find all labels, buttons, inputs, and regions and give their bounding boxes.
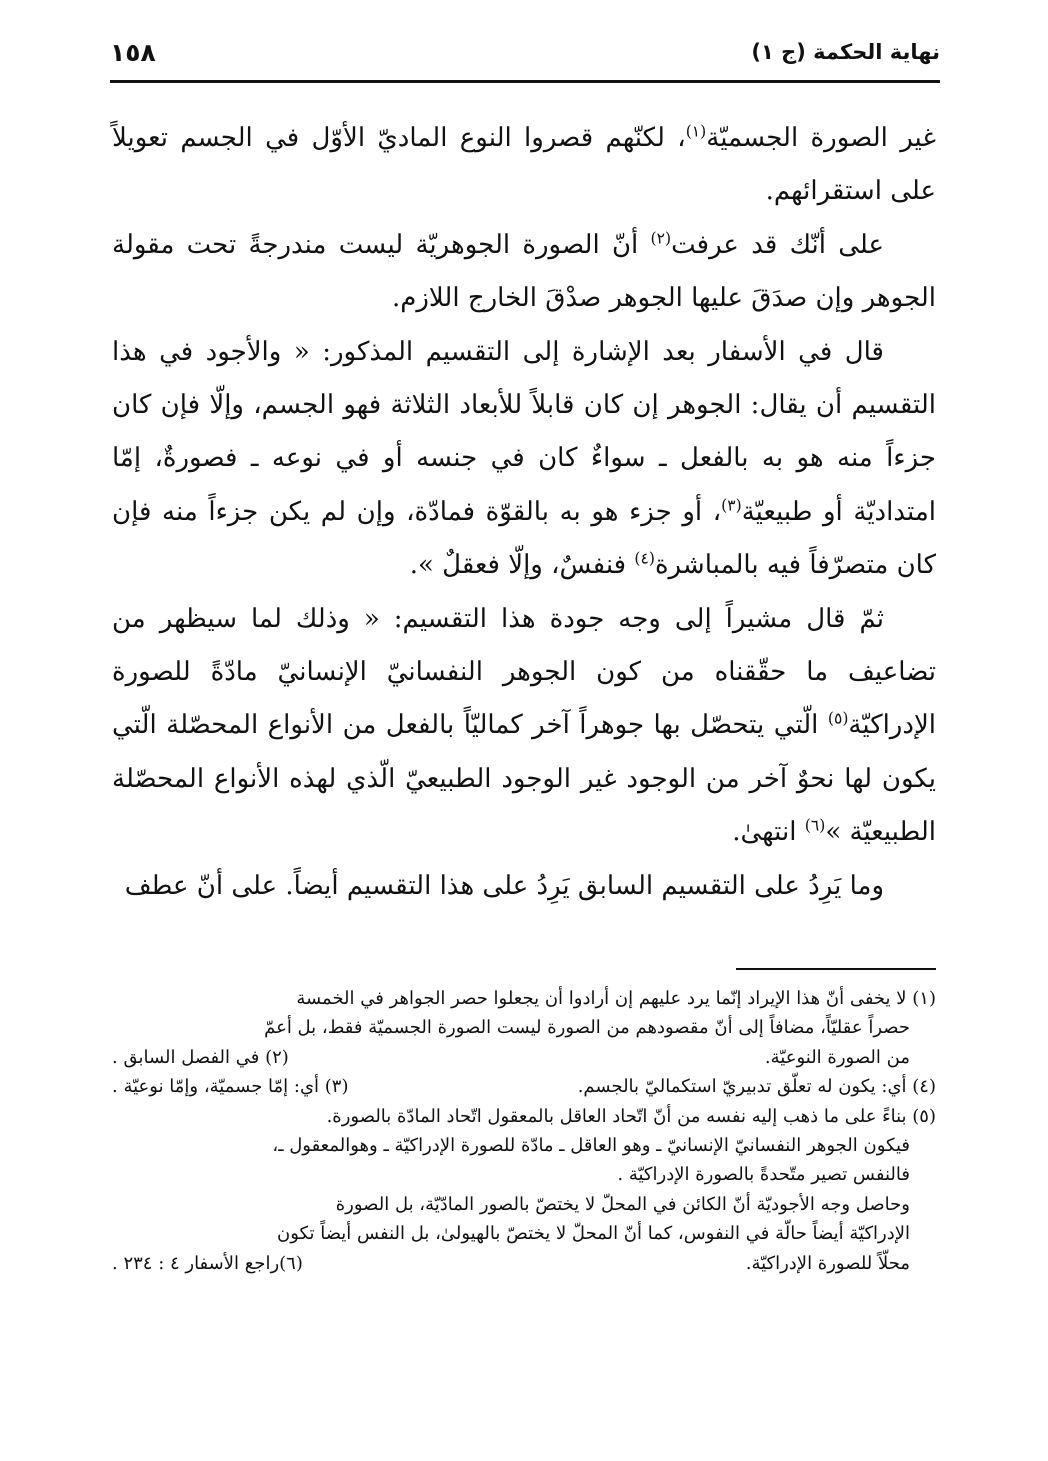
footnotes <box>112 984 936 1278</box>
text-span: غير الصورة الجسميّة <box>706 123 936 153</box>
footnote-5-line: محلّاً للصورة الإدراكيّة. <box>745 1252 910 1274</box>
footnote-ref-1[interactable]: (١) <box>685 122 707 141</box>
footnote-5-line: (٥) بناءً على ما ذهب إليه نفسه من أنّ اتّحاد العاقل بالمعقول اتّحاد المادّة بالصورة. <box>326 1105 936 1127</box>
text-span: أنّ الصورة الجوهريّة ليست مندرجةً تحت مقولة الجوهر وإن صدَقَ عليها الجوهر صدْقَ الخارج اللازم. <box>112 229 936 314</box>
footnote-row <box>112 1072 936 1101</box>
running-title: نهاية الحكمة (ج ١) <box>751 40 940 64</box>
paragraph-3 <box>112 326 936 593</box>
footnote-1-line: (١) لا يخفى أنّ هذا الإيراد إنّما يرد عليهم إن أرادوا أن يجعلوا حصر الجواهر في الخمسة <box>296 988 936 1009</box>
main-text <box>112 112 936 913</box>
page-number: ١٥٨ <box>110 38 156 67</box>
footnote-2: (٢) في الفصل السابق . <box>112 1046 289 1068</box>
footnote-separator <box>736 968 936 970</box>
footnote-row <box>112 1043 936 1072</box>
footnote-row <box>112 1249 936 1278</box>
text-span: ، أو جزء هو به بالقوّة فمادّة، وإن لم يكن جزءاً منه فإن كان متصرّفاً فيه بالمباشرة <box>112 496 936 581</box>
footnote-6: (٦)راجع الأسفار ٤ : ٢٣٤ . <box>112 1252 303 1274</box>
text-span: فنفسٌ، وإلّا فعقلٌ ». <box>409 550 635 581</box>
footnote-5-line: فيكون الجوهر النفسانيّ الإنسانيّ ـ وهو العاقل ـ مادّة للصورة الإدراكيّة ـ وهوالمعقول ـ، <box>272 1135 910 1157</box>
footnote-ref-6[interactable]: (٦) <box>804 816 826 835</box>
paragraph-4 <box>112 593 936 860</box>
paragraph-5: وما يَرِدُ على التقسيم السابق يَرِدُ على هذا التقسيم أيضاً. على أنّ عطف <box>124 870 884 901</box>
footnote-ref-5[interactable]: (٥) <box>827 709 849 728</box>
footnote-5-line: الإدراكيّة أيضاً حالّة في النفوس، كما أنّ المحلّ لا يختصّ بالهيولىٰ، بل النفس أيضاً تكون <box>277 1223 910 1245</box>
text-span: ثمّ قال مشيراً إلى وجه جودة هذا التقسيم: « وذلك لما سيظهر من تضاعيف ما حقّقناه من كون الجوهر النفسانيّ الإنسانيّ مادّةً للصورة الإدراكيّة <box>112 603 936 741</box>
text-span: على أنّك قد عرفت <box>671 229 885 260</box>
footnote-ref-3[interactable]: (٣) <box>721 496 742 515</box>
footnote-4: (٤) أي: يكون له تعلّق تدبيريّ استكماليّ بالجسم. <box>577 1076 936 1098</box>
header-rule <box>110 80 940 83</box>
footnote-5-line: وحاصل وجه الأجوديّة أنّ الكائن في المحلّ لا يختصّ بالصور المادّيّة، بل الصورة <box>335 1193 910 1215</box>
text-span: ، لكنّهم قصروا النوع الماديّ الأوّل في الجسم تعويلاً على استقرائهم. <box>112 123 936 207</box>
footnote-ref-2[interactable]: (٢) <box>650 229 672 248</box>
footnote-1-line: من الصورة النوعيّة. <box>764 1046 910 1068</box>
paragraph-2 <box>112 219 936 326</box>
page-header <box>110 38 940 78</box>
text-span: انتهىٰ. <box>732 817 805 848</box>
text-span: الّتي يتحصّل بها جوهراً آخر كماليّاً بالفعل من الأنواع المحصّلة الّتي يكون لها نحوٌ آخر من الوجود غير الوجود الطبيعيّ الّذي لهذه الأنواع المحصّلة الطبيعيّة » <box>112 710 936 848</box>
paragraph-1 <box>112 112 936 219</box>
footnote-ref-4[interactable]: (٤) <box>634 549 655 568</box>
footnote-5-line: فالنفس تصير متّحدةً بالصورة الإدراكيّة . <box>617 1164 910 1186</box>
text-span: قال في الأسفار بعد الإشارة إلى التقسيم المذكور: « والأجود في هذا التقسيم أن يقال: الجوهر إن كان قابلاً للأبعاد الثلاثة فهو الجسم، وإلّا فإن كان جزءاً منه هو به بالفعل ـ سواءٌ كان في جنسه أو في نوعه ـ فصورةٌ، إمّا امتداديّة أو طبيعيّة <box>112 336 936 527</box>
footnote-1-line: حصراً عقليّاً، مضافاً إلى أنّ مقصودهم من الصورة ليست الصورة الجسميّة فقط، بل أعمّ <box>264 1017 910 1039</box>
footnote-3: (٣) أي: إمّا جسميّة، وإمّا نوعيّة . <box>112 1076 349 1098</box>
